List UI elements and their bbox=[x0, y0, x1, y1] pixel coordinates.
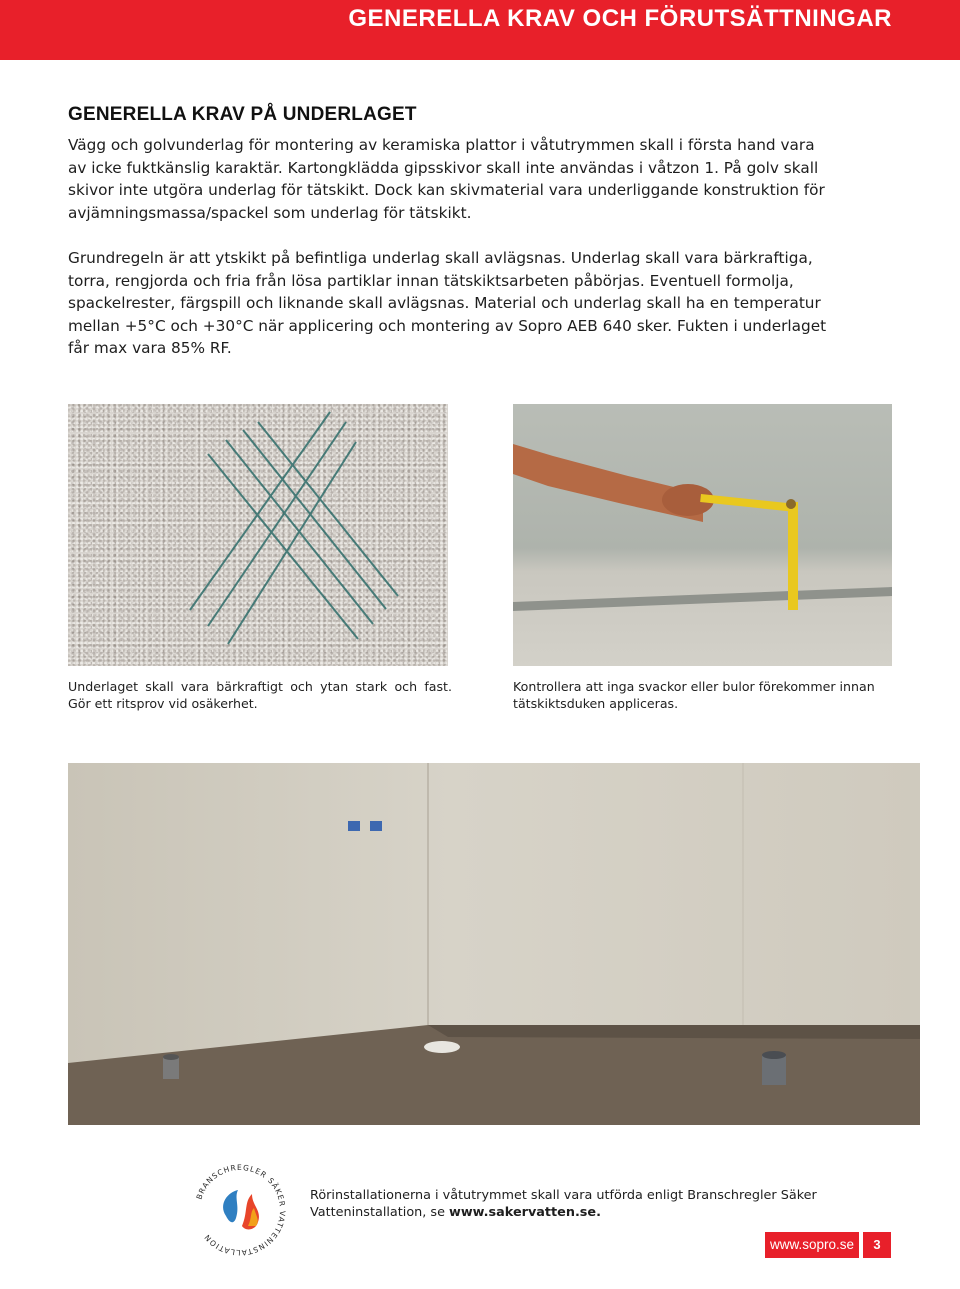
page-number: 3 bbox=[863, 1232, 891, 1258]
branschregler-logo bbox=[190, 1160, 290, 1260]
scratch-lines bbox=[68, 404, 448, 666]
level-check-photo bbox=[513, 404, 892, 666]
header-bar bbox=[0, 0, 960, 60]
caption-scratch-test: Underlaget skall vara bärkraftigt och ytan stark och fast. Gör ett ritsprov vid osäkerhet. bbox=[68, 679, 452, 711]
caption-level-check: Kontrollera att inga svackor eller bulor förekommer innan tätskiktsduken appliceras. bbox=[513, 679, 875, 711]
paragraph-2: Grundregeln är att ytskikt på befintliga underlag skall avlägsnas. Underlag skall vara bärkraftiga, torra, rengjorda och fria från lösa partiklar innan tätskiktsarbeten påbörjas. Eventuell formolja, spackelrester, färgspill och liknande skall avlägsnas. Material och underlag skall ha en temperatur mellan +5°C och +30°C när applicering och montering av Sopro AEB 640 sker. Fukten i underlaget får max vara 85% RF. bbox=[68, 249, 827, 357]
footnote-text: Rörinstallationerna i våtutrymmet skall vara utförda enligt Branschregler Säker Vatteninstallation, se bbox=[310, 1188, 817, 1220]
bathroom-corner-photo bbox=[68, 763, 920, 1125]
badge-ring-text: BRANSCHREGLER SÄKER VATTENINSTALLATION bbox=[194, 1162, 288, 1258]
scratch-test-photo bbox=[68, 404, 448, 666]
room-corner-illustration bbox=[68, 763, 920, 1125]
svg-text:BRANSCHREGLER SÄKER VATTENINST bbox=[195, 1163, 288, 1257]
header-title: GENERELLA KRAV OCH FÖRUTSÄTTNINGAR bbox=[348, 5, 892, 32]
footnote bbox=[310, 1188, 830, 1221]
sakervatten-link[interactable]: www.sakervatten.se. bbox=[449, 1204, 601, 1220]
section-title: GENERELLA KRAV PÅ UNDERLAGET bbox=[68, 104, 417, 125]
footer-url[interactable]: www.sopro.se bbox=[765, 1232, 859, 1258]
branschregler-badge-icon bbox=[190, 1160, 290, 1260]
paragraph-1: Vägg och golvunderlag för montering av keramiska plattor i våtutrymmen skall i första hand vara av icke fuktkänslig karaktär. Kartongklädda gipsskivor skall inte användas i våtzon 1. På golv skall skivor inte utgöra underlag för tätskikt. Dock kan skivmaterial vara underliggande konstruktion för avjämningsmassa/spackel som underlag för tätskikt. bbox=[68, 136, 825, 222]
level-check-illustration bbox=[513, 404, 892, 666]
